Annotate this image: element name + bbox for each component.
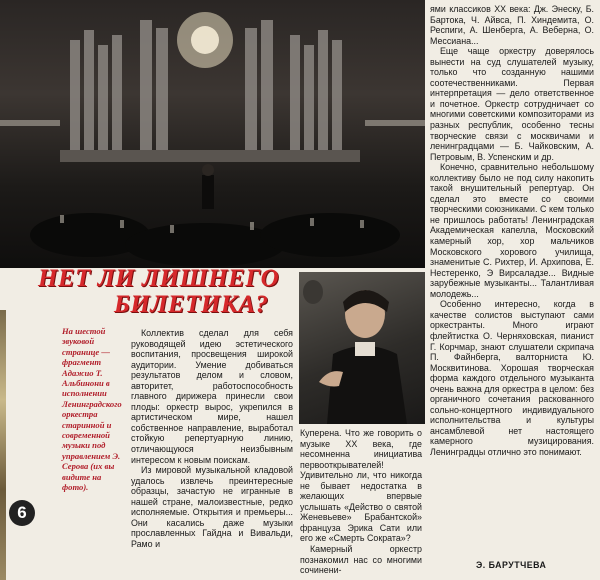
concert-hall-illustration (0, 0, 425, 268)
paragraph: Еще чаще оркестру доверялось вынести на суд слушателей музыку, только что созданную нашими соотечественниками. Первая интерпретация — дело ответственное и почетное. Оркестр сотрудничает со многими советскими композиторами из разных республик, особенно тесны творческие связи с москвичами и ленинградцами — Б. Чайковским, А. Петровым, В. Успенским и др. (430, 46, 594, 162)
concert-hall-photo (0, 0, 425, 268)
conductor-portrait-illustration (299, 272, 425, 424)
headline-line-1: НЕТ ЛИ ЛИШНЕГО (38, 265, 280, 292)
page-number-badge: 6 (9, 500, 35, 526)
paragraph: Куперена. Что же говорить о музыке XX века, где несомненна инициатива первооткрывателей! Удивительно ли, что никогда не бывает недостатка в желающих впервые услышать «Действо о святой Женевьеве» Брабантской» француза Эрика Сати или его же «Смерть Сократа»? (300, 428, 422, 544)
photo-caption: На шестой звуковой странице — фрагмент Адажио Т. Альбинони в исполнении Ленинградского оркестра старинной и современной музыки под управлением Э. Серова (их вы видите на фото). (62, 326, 122, 493)
conductor-portrait-photo (299, 272, 425, 424)
paragraph: ями классиков XX века: Дж. Энеску, Б. Бартока, Ч. Айвса, П. Хиндемита, О. Респиги, А. Шенберга, А. Веберна, О. Мессиана... (430, 4, 594, 46)
article-column-1 (131, 328, 293, 549)
article-column-2 (300, 428, 422, 576)
paragraph: Конечно, сравнительно небольшому коллективу было не под силу накопить такой внушительный репертуар. Он сделал это вместе со своими творческими союзниками. С кем только не пришлось работать! Ленинградская Академическая капелла, Московский камерный хор, хор мальчиков Московского хорового училища, знаменитые С. Рихтер, И. Архипова, Е. Нестеренко, Э Вирсаладзе... Видные зарубежные музыканты... Талантливая молодежь... (430, 162, 594, 299)
author-signature: Э. БАРУТЧЕВА (476, 560, 547, 570)
article-column-3 (430, 4, 594, 458)
paragraph: Камерный оркестр познакомил нас со многими сочинени- (300, 544, 422, 576)
headline-line-2: БИЛЕТИКА? (114, 291, 269, 318)
paragraph: Коллектив сделал для себя руководящей идею эстетического воспитания, просвещения широкой аудитории. Умение добиваться результатов делом и словом, авторитет, работоспособность главного дирижера принесли свои плоды: оркестр вырос, укрепился в артистическом мире, нашел собственное направление, выработал стойкую репертуарную линию, отличающуюся неизбывным интересом к новым поискам. (131, 328, 293, 465)
paragraph: Из мировой музыкальной кладовой удалось извлечь преинтересные образцы, зачастую не игранные в нашей стране, малоизвестные, редко исполняемые. Открытия и премьеры... Они касались даже музыки прославленных Гайдна и Вивальди, Рамо и (131, 465, 293, 549)
headline (36, 266, 291, 322)
decorative-strip (0, 310, 6, 580)
paragraph: Особенно интересно, когда в качестве солистов выступают сами оркестранты. Много играют флейтистка О. Черняховская, пианист Г. Корчмар, знают слушатели скрипача П. Файнберга, валторниста Ю. Москвитинова. Хорошая творческая форма каждого отдельного музыканта очень важна для оркестра в целом: без органичного сочетания раскованного сольно-концертного индивидуального исполнительства и культуры ансамблевой нет настоящего камерного музицирования. Ленинградцы отлично это понимают. (430, 299, 594, 457)
